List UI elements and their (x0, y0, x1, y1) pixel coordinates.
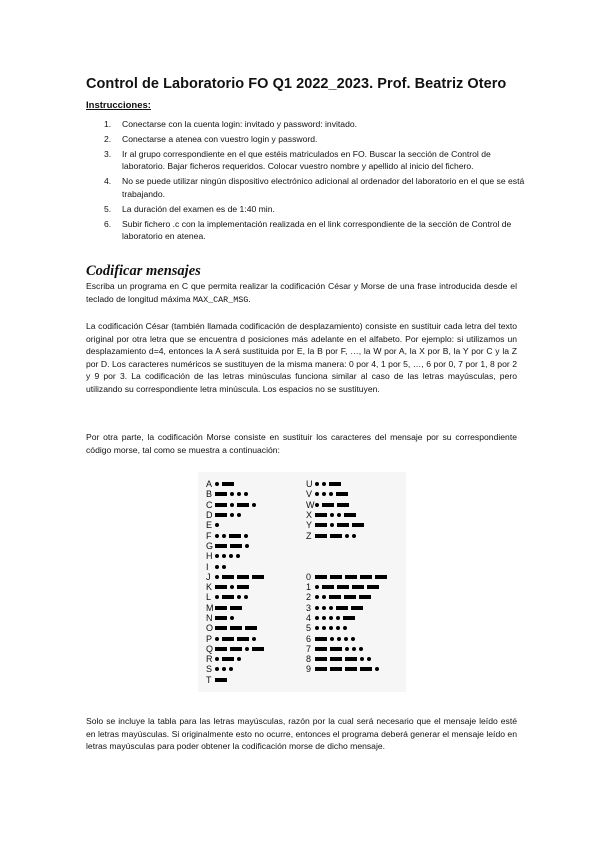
morse-dash (345, 575, 357, 579)
morse-character: O (206, 623, 214, 634)
morse-row (206, 623, 267, 633)
morse-dash (337, 585, 349, 589)
section-title: Codificar mensajes (86, 263, 201, 279)
morse-dash (344, 513, 356, 517)
morse-code (315, 575, 390, 579)
morse-dot (252, 503, 256, 507)
morse-row (206, 551, 267, 561)
morse-row (206, 675, 267, 685)
morse-dot (322, 492, 326, 496)
morse-row (306, 603, 390, 613)
instruction-item: 2. Conectarse a atenea con vuestro login y password. (104, 134, 318, 144)
morse-character: A (206, 479, 213, 490)
morse-dash (315, 513, 327, 517)
morse-code (215, 482, 237, 486)
morse-dot (330, 523, 334, 527)
morse-dot (315, 492, 319, 496)
morse-dot (329, 616, 333, 620)
morse-code (215, 647, 267, 651)
morse-row (306, 623, 390, 633)
morse-row (206, 500, 267, 510)
morse-dash (337, 503, 349, 507)
morse-code (215, 678, 230, 682)
morse-dot (315, 585, 319, 589)
morse-character: H (206, 551, 213, 562)
morse-dot (322, 482, 326, 486)
morse-character: C (206, 499, 213, 510)
morse-code (215, 534, 251, 538)
morse-dash (237, 503, 249, 507)
morse-dash (215, 678, 227, 682)
morse-column-letters-u-z-digits (306, 479, 390, 675)
morse-dot (344, 637, 348, 641)
morse-code (315, 585, 382, 589)
morse-row (306, 551, 390, 561)
morse-dot (322, 626, 326, 630)
morse-dash (344, 595, 356, 599)
morse-dot (329, 626, 333, 630)
morse-code (315, 595, 374, 599)
morse-dot (322, 606, 326, 610)
morse-code (215, 626, 260, 630)
morse-code (215, 565, 229, 569)
morse-row (206, 541, 267, 551)
morse-character: 4 (306, 613, 312, 623)
morse-dot (229, 554, 233, 558)
morse-row (206, 572, 267, 582)
morse-code (215, 523, 222, 527)
morse-dot (315, 595, 319, 599)
morse-character: L (206, 592, 212, 603)
morse-dash (336, 492, 348, 496)
morse-code (215, 606, 245, 610)
morse-dot (230, 503, 234, 507)
morse-dot (230, 616, 234, 620)
morse-dot (245, 544, 249, 548)
morse-column-letters-a-t (206, 479, 267, 685)
morse-dash (351, 606, 363, 610)
morse-dash (315, 667, 327, 671)
morse-row (206, 592, 267, 602)
morse-code (215, 595, 251, 599)
morse-dash (330, 667, 342, 671)
morse-dash (360, 667, 372, 671)
morse-character: P (206, 633, 213, 644)
morse-row (206, 489, 267, 499)
morse-character: X (306, 510, 313, 521)
morse-dash (215, 616, 227, 620)
morse-dash (222, 657, 234, 661)
morse-character: N (206, 613, 213, 623)
morse-character: W (306, 499, 315, 510)
morse-dot (215, 565, 219, 569)
morse-row (306, 541, 390, 551)
morse-dash (252, 647, 264, 651)
morse-dot (236, 554, 240, 558)
morse-dash (352, 523, 364, 527)
morse-dot (352, 647, 356, 651)
morse-dot (322, 595, 326, 599)
morse-dash (352, 585, 364, 589)
morse-row (306, 479, 390, 489)
morse-dash (215, 513, 227, 517)
morse-code-table (198, 472, 406, 692)
morse-row (206, 510, 267, 520)
morse-row (306, 633, 390, 643)
paragraph-uppercase-note: Solo se incluye la tabla para las letras mayúsculas, razón por la cual será necesario que el mensaje leído esté en letras mayúsculas. Si originalmente esto no ocurre, entonces el programa deberá generar el mensaje leído en letras mayúsculas para poder obtener la codificación morse de dicho mensaje. (86, 716, 517, 751)
morse-character: I (206, 561, 209, 572)
morse-dash (222, 637, 234, 641)
morse-character: S (206, 664, 213, 675)
morse-code (315, 482, 344, 486)
morse-dot (245, 647, 249, 651)
morse-row (306, 489, 390, 499)
instruction-item: 4. No se puede utilizar ningún dispositivo electrónico adicional al ordenador del laboratorio en el que se está trabajando. (104, 176, 525, 199)
morse-row (206, 520, 267, 530)
morse-character: G (206, 540, 214, 551)
morse-dash (329, 482, 341, 486)
morse-dot (359, 647, 363, 651)
morse-dot (345, 647, 349, 651)
morse-dash (330, 657, 342, 661)
code-constant: MAX_CAR_MSG (193, 294, 249, 305)
morse-character: V (306, 489, 313, 500)
morse-code (315, 534, 359, 538)
morse-dot (337, 513, 341, 517)
morse-dash (222, 482, 234, 486)
morse-row (206, 603, 267, 613)
morse-code (215, 554, 243, 558)
morse-dash (330, 534, 342, 538)
morse-dot (215, 657, 219, 661)
morse-dash (330, 575, 342, 579)
morse-row (206, 613, 267, 623)
morse-dash (215, 544, 227, 548)
morse-dot (222, 534, 226, 538)
morse-row (206, 664, 267, 674)
morse-code (215, 575, 267, 579)
morse-dash (215, 606, 227, 610)
morse-code (215, 657, 244, 661)
morse-dash (230, 606, 242, 610)
morse-dash (252, 575, 264, 579)
morse-row (306, 530, 390, 540)
morse-code (315, 637, 358, 641)
morse-code (315, 667, 382, 671)
morse-dot (360, 657, 364, 661)
morse-dot (244, 595, 248, 599)
morse-character: F (206, 530, 212, 541)
morse-code (315, 492, 351, 496)
morse-row (306, 644, 390, 654)
morse-dot (375, 667, 379, 671)
morse-dot (237, 513, 241, 517)
morse-dot (215, 667, 219, 671)
morse-dash (315, 523, 327, 527)
morse-code (215, 503, 259, 507)
morse-dot (215, 523, 219, 527)
morse-code (215, 513, 244, 517)
morse-dash (315, 534, 327, 538)
morse-row (306, 561, 390, 571)
morse-character: 7 (306, 643, 312, 654)
morse-dash (229, 534, 241, 538)
morse-dash (337, 523, 349, 527)
morse-code (315, 606, 366, 610)
paragraph-caesar: La codificación César (también llamada codificación de desplazamiento) consiste en sustituir cada letra del texto original por otra letra que se encuentra d posiciones más adelante en el alfabeto. Por ejemplo: si utilizamos un desplazamiento d=4, entonces la A será sustituida por E, la B por F, …, la W por A, la X por B, la Y por C y la Z por D. Los caracteres numéricos se sustituyen de la misma manera: 0 por 4, 1 por 5, …, 6 por 0, 7 por 1, 8 por 2 y 9 por 3. La codificación de las letras minúsculas funciona similar al caso de las letras mayúsculas, pero utilizando su correspondiente letra minúscula. Los espacios no se sustituyen. (86, 321, 517, 394)
morse-code (215, 637, 259, 641)
morse-dot (330, 637, 334, 641)
morse-character: T (206, 674, 212, 685)
morse-dash (215, 626, 227, 630)
morse-dot (230, 513, 234, 517)
morse-dot (244, 492, 248, 496)
morse-row (306, 654, 390, 664)
morse-row (306, 582, 390, 592)
morse-dash (315, 637, 327, 641)
morse-code (315, 647, 366, 651)
morse-dash (230, 544, 242, 548)
morse-character: 2 (306, 592, 312, 603)
morse-character: B (206, 489, 213, 500)
morse-dash (215, 503, 227, 507)
morse-code (315, 503, 352, 507)
morse-dot (367, 657, 371, 661)
morse-dot (336, 616, 340, 620)
morse-dot (215, 534, 219, 538)
morse-row (206, 654, 267, 664)
morse-character: Z (306, 530, 312, 541)
morse-code (215, 667, 236, 671)
morse-row (206, 561, 267, 571)
morse-dash (360, 575, 372, 579)
morse-character: 8 (306, 654, 312, 665)
morse-dash (237, 585, 249, 589)
morse-dash (322, 585, 334, 589)
morse-row (306, 613, 390, 623)
morse-character: 3 (306, 602, 312, 613)
morse-character: 5 (306, 623, 312, 634)
instructions-list (86, 118, 536, 245)
morse-dot (252, 637, 256, 641)
morse-code (315, 523, 367, 527)
morse-row (306, 572, 390, 582)
morse-row (306, 520, 390, 530)
morse-dot (222, 565, 226, 569)
morse-row (306, 664, 390, 674)
morse-dot (222, 554, 226, 558)
morse-character: K (206, 582, 213, 593)
morse-dot (351, 637, 355, 641)
instructions-heading: Instrucciones: (86, 100, 151, 111)
morse-dot (329, 606, 333, 610)
morse-dot (343, 626, 347, 630)
morse-code (215, 492, 251, 496)
morse-code (215, 585, 252, 589)
morse-character: M (206, 602, 214, 613)
morse-dash (237, 637, 249, 641)
morse-dot (315, 606, 319, 610)
morse-dot (336, 626, 340, 630)
morse-dash (222, 575, 234, 579)
morse-dot (215, 554, 219, 558)
morse-dot (215, 575, 219, 579)
morse-dash (359, 595, 371, 599)
morse-code (315, 657, 374, 661)
morse-code (315, 616, 358, 620)
morse-row (306, 592, 390, 602)
morse-dot (315, 503, 319, 507)
morse-character: J (206, 571, 211, 582)
morse-dash (230, 647, 242, 651)
morse-dash (222, 595, 234, 599)
morse-dot (215, 595, 219, 599)
morse-dash (345, 667, 357, 671)
morse-character: R (206, 654, 213, 665)
morse-dash (375, 575, 387, 579)
instruction-item: 6. Subir fichero .c con la implementación realizada en el link correspondiente de la sección de Control de laboratorio en atenea. (104, 218, 512, 242)
morse-character: D (206, 510, 213, 521)
morse-dash (315, 657, 327, 661)
morse-dash (343, 616, 355, 620)
morse-dash (345, 657, 357, 661)
document-title: Control de Laboratorio FO Q1 2022_2023. Prof. Beatriz Otero (86, 76, 507, 92)
morse-dash (215, 585, 227, 589)
morse-code (315, 513, 359, 517)
morse-dot (237, 492, 241, 496)
morse-dot (352, 534, 356, 538)
morse-character: 1 (306, 582, 312, 593)
morse-row (206, 530, 267, 540)
morse-character: Y (306, 520, 313, 531)
morse-dot (329, 492, 333, 496)
morse-code (315, 626, 350, 630)
morse-row (306, 510, 390, 520)
morse-row (206, 644, 267, 654)
instruction-item: 5. La duración del examen es de 1:40 min. (104, 203, 275, 214)
morse-dot (237, 595, 241, 599)
instruction-item: 1. Conectarse con la cuenta login: invitado y password: invitado. (104, 119, 358, 129)
morse-character: E (206, 520, 213, 531)
morse-dot (230, 492, 234, 496)
morse-dash (330, 647, 342, 651)
morse-dot (230, 585, 234, 589)
morse-character: Q (206, 643, 214, 654)
morse-dot (237, 657, 241, 661)
morse-dash (215, 492, 227, 496)
morse-dot (315, 616, 319, 620)
morse-dash (322, 503, 334, 507)
instruction-item: 3. Ir al grupo correspondiente en el que estéis matriculados en FO. Buscar la sección de Control de laboratorio. Bajar ficheros requeridos. Colocar vuestro nombre y apellido al inicio del fichero. (104, 149, 491, 172)
morse-dash (329, 595, 341, 599)
morse-dot (222, 667, 226, 671)
morse-dash (336, 606, 348, 610)
morse-code (215, 616, 237, 620)
morse-row (206, 582, 267, 592)
morse-dot (215, 482, 219, 486)
morse-dash (215, 647, 227, 651)
morse-dash (237, 575, 249, 579)
morse-character: 9 (306, 664, 312, 675)
morse-dash (245, 626, 257, 630)
morse-dot (215, 637, 219, 641)
morse-character: 6 (306, 633, 312, 644)
morse-character: U (306, 479, 313, 490)
morse-dash (367, 585, 379, 589)
morse-dash (315, 575, 327, 579)
morse-dot (229, 667, 233, 671)
morse-character: 0 (306, 571, 312, 582)
morse-dot (337, 637, 341, 641)
morse-dash (315, 647, 327, 651)
morse-dot (315, 626, 319, 630)
morse-dot (315, 482, 319, 486)
paragraph-morse: Por otra parte, la codificación Morse consiste en sustituir los caracteres del mensaje por su correspondiente código morse, tal como se muestra a continuación: (86, 432, 517, 455)
morse-dot (330, 513, 334, 517)
morse-row (306, 500, 390, 510)
paragraph-intro: Escriba un programa en C que permita realizar la codificación César y Morse de una frase introducida desde el teclado de longitud máxima MAX_CAR_MSG. (86, 281, 517, 305)
morse-dot (244, 534, 248, 538)
morse-code (215, 544, 252, 548)
morse-row (206, 479, 267, 489)
morse-dash (230, 626, 242, 630)
morse-dot (345, 534, 349, 538)
morse-dot (322, 616, 326, 620)
morse-row (206, 633, 267, 643)
